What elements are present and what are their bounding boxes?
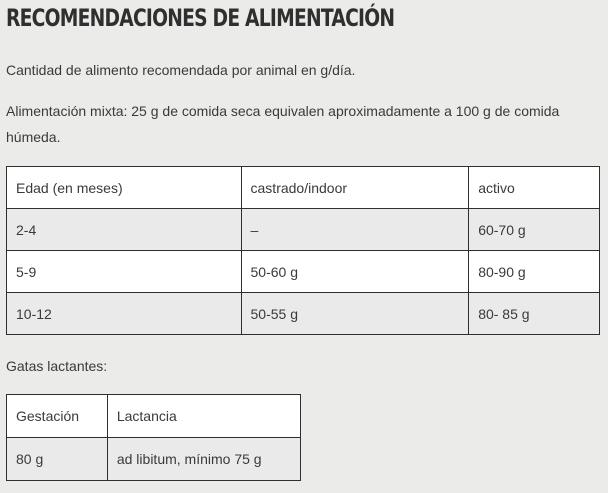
- cell-lactation: ad libitum, mínimo 75 g: [107, 438, 300, 481]
- cell-neutered: 50-55 g: [241, 293, 469, 335]
- cell-gestation: 80 g: [7, 438, 108, 481]
- page-title: RECOMENDACIONES DE ALIMENTACIÓN: [6, 4, 395, 32]
- intro-text: Cantidad de alimento recomendada por animal en g/día.: [6, 62, 356, 78]
- cell-neutered: 50-60 g: [241, 251, 469, 293]
- lactating-table: [6, 394, 301, 481]
- table-row: [7, 438, 301, 481]
- header-cell-active: activo: [469, 167, 600, 209]
- header-cell-lactation: Lactancia: [107, 395, 300, 438]
- table-row: [7, 209, 600, 251]
- table-header-row: [7, 395, 301, 438]
- header-cell-age: Edad (en meses): [7, 167, 242, 209]
- feeding-table: [6, 166, 600, 335]
- table-row: [7, 293, 600, 335]
- table-header-row: [7, 167, 600, 209]
- cell-active: 80- 85 g: [469, 293, 600, 335]
- cell-active: 80-90 g: [469, 251, 600, 293]
- lactating-label: Gatas lactantes:: [6, 358, 108, 374]
- table-row: [7, 251, 600, 293]
- cell-age: 5-9: [7, 251, 242, 293]
- cell-age: 2-4: [7, 209, 242, 251]
- mixed-feeding-text: Alimentación mixta: 25 g de comida seca equivalen aproximadamente a 100 g de comida húmeda.: [6, 103, 560, 145]
- cell-active: 60-70 g: [469, 209, 600, 251]
- header-cell-gestation: Gestación: [7, 395, 108, 438]
- header-cell-neutered: castrado/indoor: [241, 167, 469, 209]
- cell-neutered: –: [241, 209, 469, 251]
- cell-age: 10-12: [7, 293, 242, 335]
